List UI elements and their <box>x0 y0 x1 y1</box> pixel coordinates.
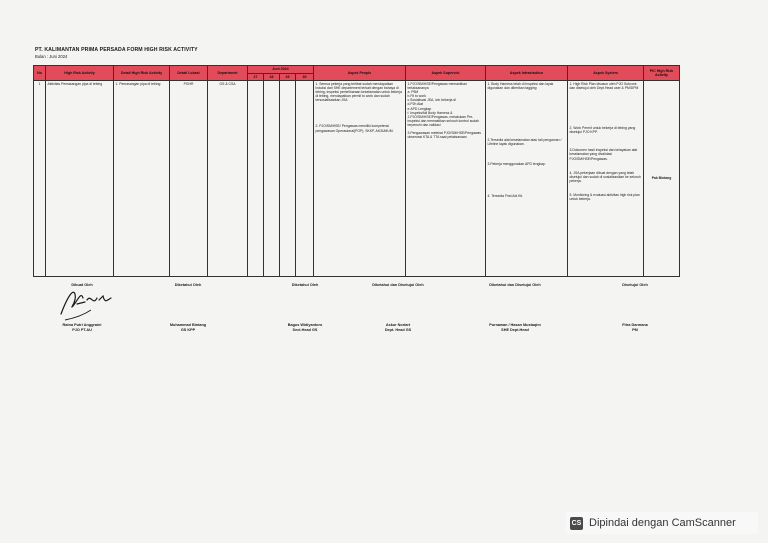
header-day: 28 <box>264 74 280 81</box>
header-day: 30 <box>296 74 314 81</box>
signature-person <box>460 323 570 333</box>
signature-label: Dibuat Oleh <box>71 283 93 287</box>
signature-person <box>27 323 137 333</box>
signature-name: Askur Noriart <box>385 323 411 327</box>
supervisi-item: 2.PJO/SM/HSE/Pengawas, melakukan Pre-inspeksi dan memastikan seluruh kontrol sudah terpenuhi dan validasi <box>407 114 479 127</box>
cell-lokasi: PGHR <box>183 82 194 86</box>
supervisi-item: f. Inspeksifull Body Harness & <box>407 110 453 115</box>
people-item: 1. Semua pekerja yang terlibat sudah mendapatkan induksi dari SHE departement terkait dengan bahaya di tebing, inspeksi pemeliharaan keselamatan untuk bekerja di tebing, mendapatkan permit to work dan sudah tersosialisasikan JSA <box>315 82 402 103</box>
system-item: 1. High Risk Plan disusun oleh PJO Subcont dan disetujui oleh Dept.Head user & PM/DPM <box>569 82 639 91</box>
cell-pic: Pak Bintang <box>651 176 672 181</box>
cell-detail-hra: 1. Pemasangan pipa di tebing <box>115 82 161 86</box>
signature-name: Bagus Widiyantoro <box>287 323 323 327</box>
header-detail-hra: Detail High Risk Activity <box>114 66 170 81</box>
header-pic: PIC High Risk Activity <box>644 66 680 81</box>
signature-role: PM <box>632 328 638 332</box>
signature-role: Dept. Head GS <box>384 328 412 332</box>
header-hra: High Risk Activity <box>46 66 114 81</box>
document-subtitle: Bulan : Juni 2024 <box>35 54 68 59</box>
signature-name: Muhammad Bintang <box>169 323 207 327</box>
supervisi-item: 1.PJO/SM/HSE/Pengawas memastikan terlaksananya <box>407 82 467 91</box>
signature-label: Disetujui Oleh <box>622 283 648 287</box>
signature-role: GS KPP <box>180 328 196 332</box>
signature-label: Diketahui dan Disetujui Oleh <box>489 283 541 287</box>
supervisi-item: b.Fit to work <box>407 94 426 99</box>
signature-person <box>250 323 360 333</box>
system-item: 5. Monitoring & evaluasi aktivitas high risk plan untuk bekerja. <box>569 192 640 202</box>
infra-item: 1. Body Harness telah di Inspeksi dan layak digunakan dan diberikan tagging <box>487 82 554 91</box>
header-day: 29 <box>280 74 296 81</box>
header-no: No <box>34 66 46 81</box>
supervisi-item: 3.Pengawasan melekat PJO/SM/HSE/Pengawas observasi KTA & TTA saat pelaksanaan <box>407 131 482 140</box>
signature-role: SHE Dept.Head <box>501 328 529 332</box>
signature-label: Diketahui Oleh <box>291 283 319 287</box>
supervisi-item: a. P5M <box>407 90 419 95</box>
camscanner-text: Dipindai dengan CamScanner <box>589 517 736 529</box>
header-infra: Aspek Infrastruktur <box>486 66 568 81</box>
cell-day-empty <box>264 81 280 277</box>
header-system: Aspek System <box>568 66 644 81</box>
infra-item: 3.Pekerja menggunakan APD lengkap. <box>487 162 546 167</box>
header-month: Juni 2024 <box>248 66 314 74</box>
signature-person <box>580 323 690 333</box>
camscanner-icon: CS <box>570 517 583 530</box>
supervisi-item: e.APD Lengkap <box>407 106 432 111</box>
cell-day-empty <box>296 81 314 277</box>
cell-day-empty <box>248 81 264 277</box>
header-department: Department <box>208 66 248 81</box>
signature-label: Diketahui dan Disetujui Oleh <box>372 283 424 287</box>
header-people: Aspek People <box>314 66 406 81</box>
camscanner-watermark <box>566 512 758 534</box>
cell-day-empty <box>280 81 296 277</box>
infra-item: 4. Tersedia First Aid Kit. <box>487 194 524 199</box>
signature-name: Ratna Putri Anggraini <box>62 323 102 327</box>
signature-name: Purnawan / Hasan Mustaqim <box>489 323 541 327</box>
signature-name: Fitra Darmana <box>622 323 648 327</box>
system-item: 2. Work Permit untuk bekerja di tebing yang disetujui PJO KPP. <box>569 126 636 135</box>
cell-department: GS & CSA <box>219 82 236 86</box>
header-detail-lokasi: Detail Lokasi <box>170 66 208 81</box>
signature-role: PJO PT.AU <box>72 328 92 332</box>
signature-person <box>343 323 453 333</box>
signature-label: Diketahui Oleh <box>174 283 202 287</box>
hra-table <box>33 65 680 277</box>
table-row <box>34 81 680 277</box>
system-item: 4. JSA pekerjaan dibuat dengan yang telah disetujui dan sudah di sosialisasikan ke seluruh pekerja. <box>569 170 641 183</box>
header-supervisi: Aspek Supervisi <box>406 66 486 81</box>
people-item: 2. PJO/SM/HSE/ Pengawas memiliki kompetensi pengawasan Operasional(POP), SKKP, AK3UMUM. <box>315 124 394 133</box>
cell-no: 1 <box>38 82 41 86</box>
signature-person <box>133 323 243 333</box>
supervisi-item: c.Sosialisasi JSA, izin bekerja di <box>407 98 456 103</box>
document-title: PT. KALIMANTAN PRIMA PERSADA FORM HIGH RISK ACTIVITY <box>35 47 198 53</box>
supervisi-item: d.P2h Alat <box>407 102 423 107</box>
header-day: 27 <box>248 74 264 81</box>
infra-item: 2.Tersedia alat keselamatan atau tali pengaman / Lifeline layak digunakan. <box>487 138 562 147</box>
cell-hra: Aktivitas Pemasangan pipa di tebing <box>47 82 103 86</box>
signature-role: Sect.Head GS <box>292 328 318 332</box>
handwritten-signature <box>55 284 119 329</box>
system-item: 3.Dokumen hasil inspeksi dan kelayakan alat keselamatan yang divalidasi PJO/SM/HSE/Pengawas. <box>569 148 638 161</box>
